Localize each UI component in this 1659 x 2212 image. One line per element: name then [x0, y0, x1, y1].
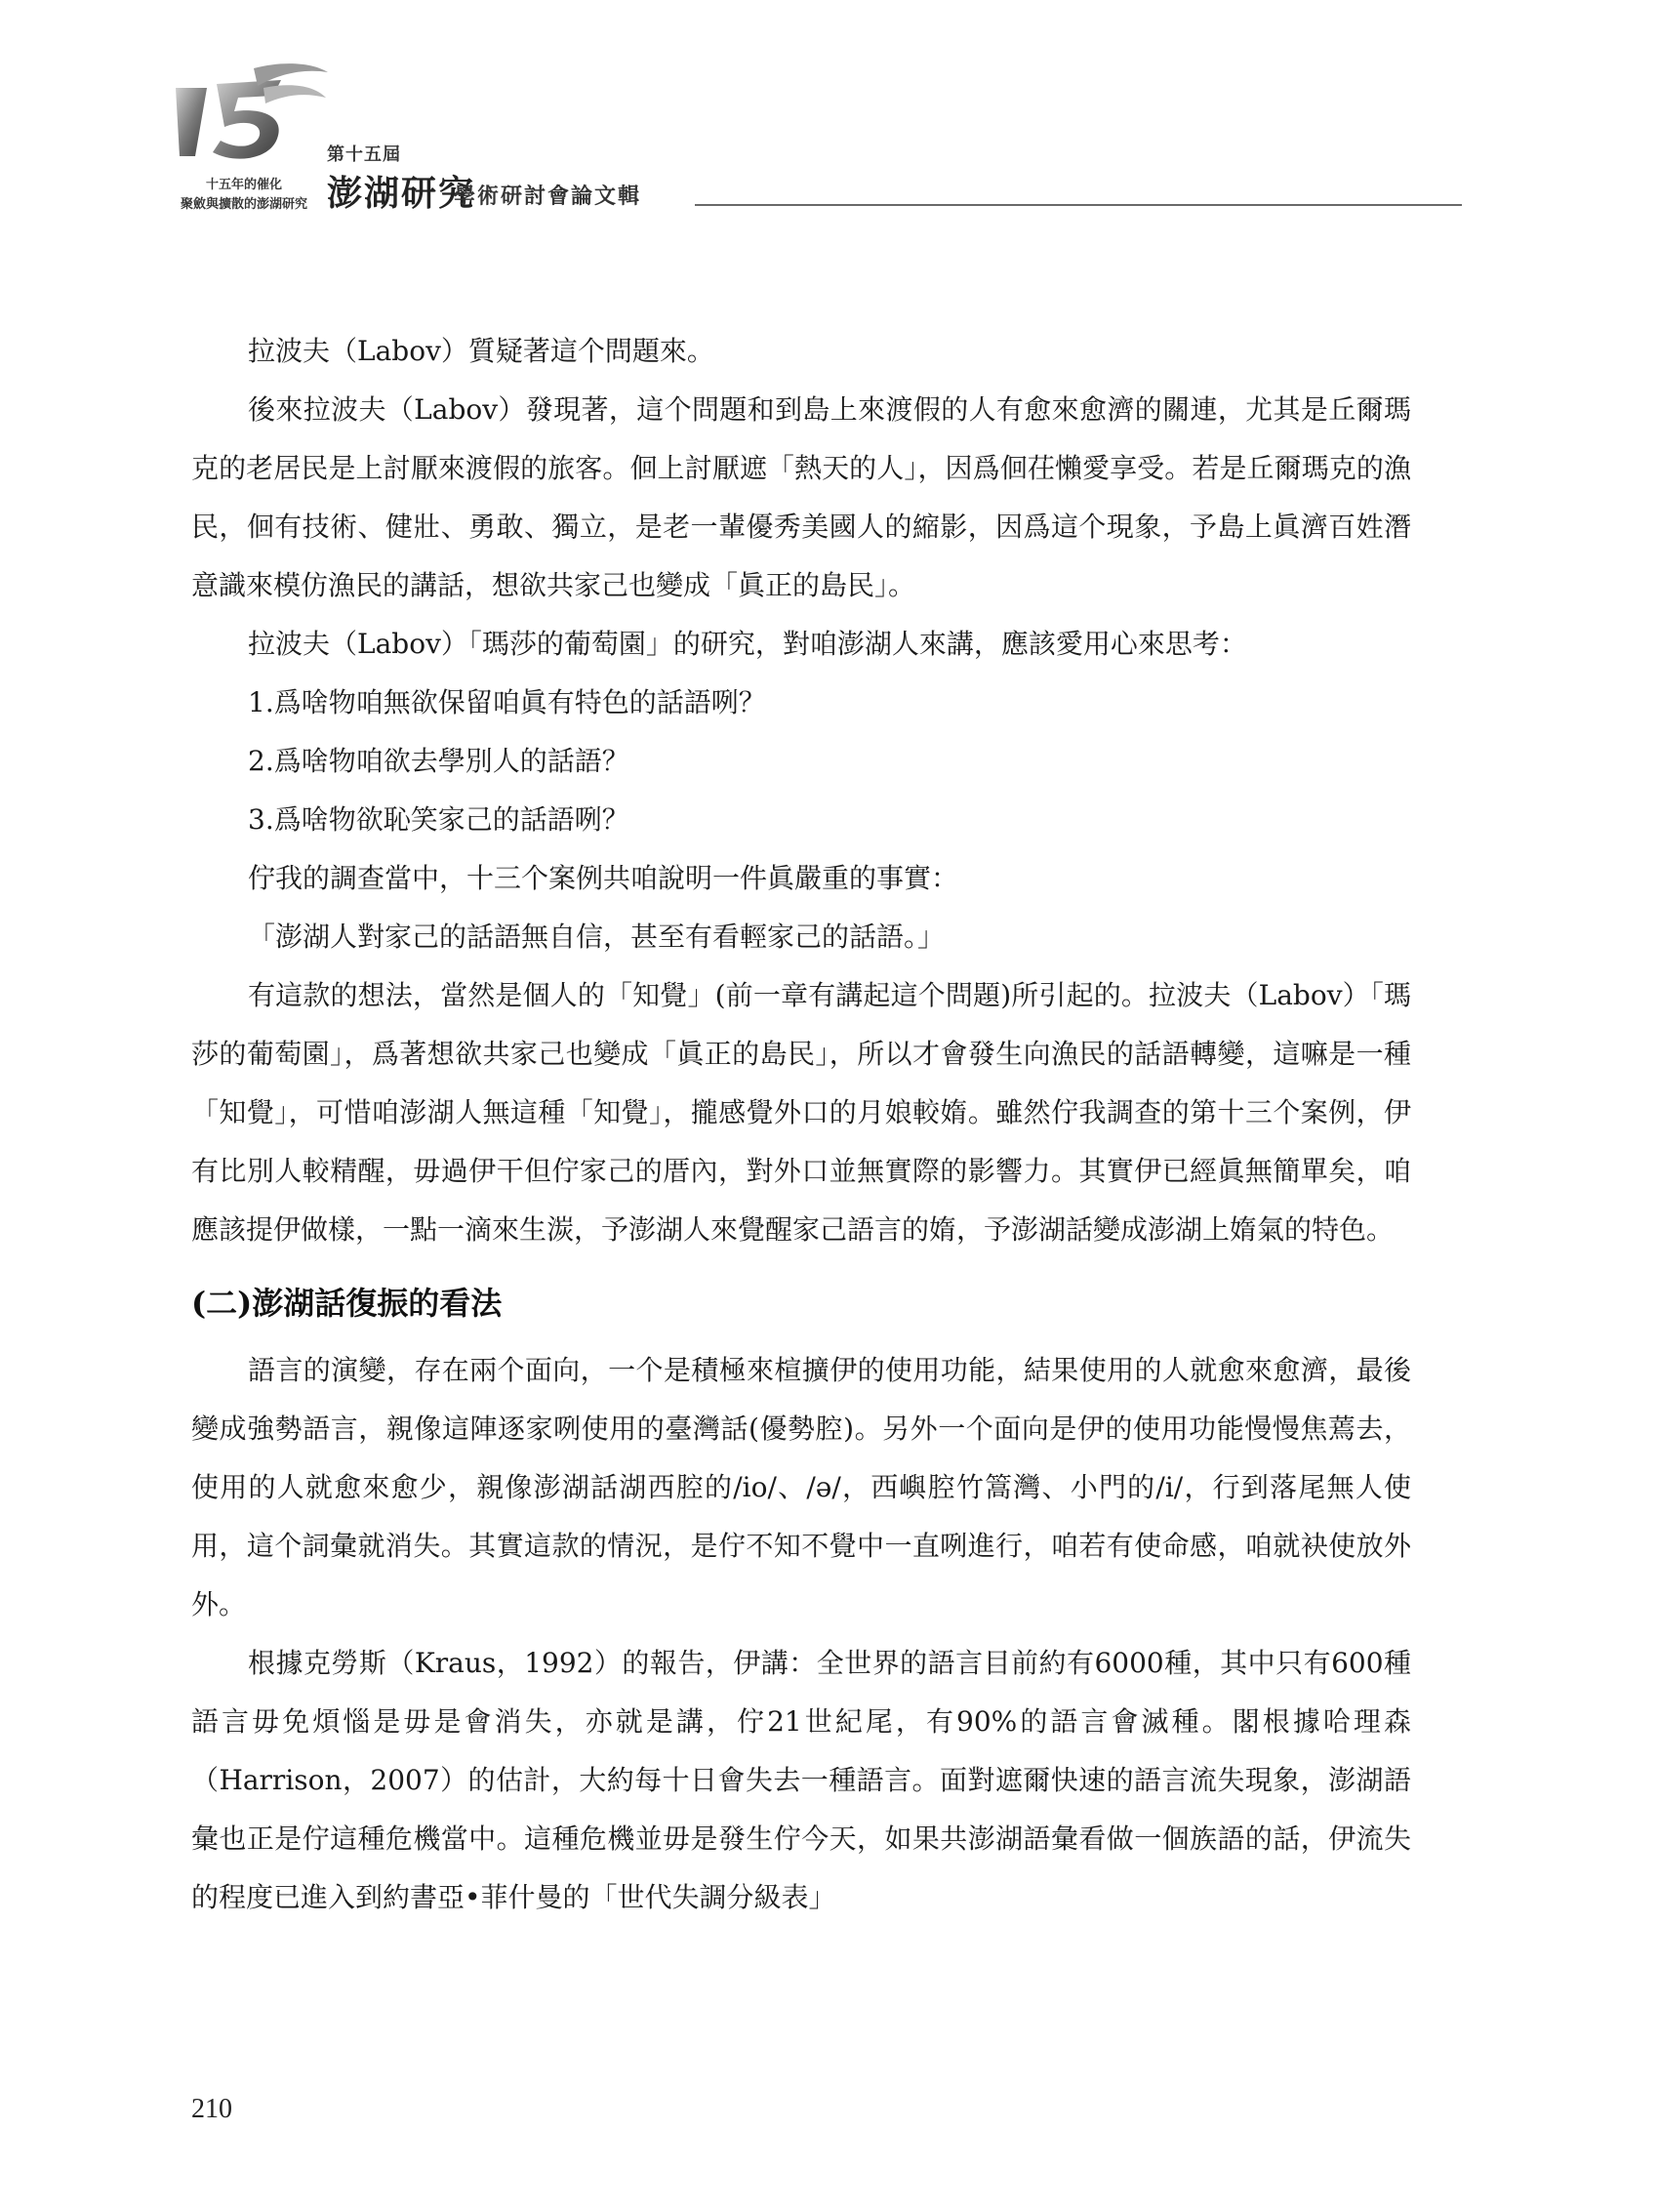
- paragraph: 根據克勞斯（Kraus，1992）的報告，伊講：全世界的語言目前約有6000種，其中只有600種語言毋免煩惱是毋是會消失，亦就是講，佇21世紀尾，有90%的語言會滅種。閣根據哈理森（Harrison，2007）的估計，大約每十日會失去一種語言。面對遮爾快速的語言流失現象，澎湖語彙也正是佇這種危機當中。這種危機並毋是發生佇今天，如果共澎湖語彙看做一個族語的話，伊流失的程度已進入到約書亞•菲什曼的「世代失調分級表」: [191, 1647, 1411, 1913]
- paragraph: 有這款的想法，當然是個人的「知覺」(前一章有講起這个問題)所引起的。拉波夫（Labov）「瑪莎的葡萄園」，爲著想欲共家己也變成「眞正的島民」，所以才會發生向漁民的話語轉變，這嘛是一種「知覺」，可惜咱澎湖人無這種「知覺」，攏感覺外口的月娘較媠。雖然佇我調查的第十三个案例，伊有比別人較精醒，毋過伊干但佇家己的厝內，對外口並無實際的影響力。其實伊已經眞無簡單矣，咱應該提伊做樣，一點一滴來生湠，予澎湖人來覺醒家己語言的媠，予澎湖話變成澎湖上媠氣的特色。: [191, 979, 1411, 1246]
- paragraph: 後來拉波夫（Labov）發現著，這个問題和到島上來渡假的人有愈來愈濟的關連，尤其是丘爾瑪克的老居民是上討厭來渡假的旅客。佪上討厭遮「熱天的人」，因爲佪茌懶愛享受。若是丘爾瑪克的漁民，佪有技術、健壯、勇敢、獨立，是老一輩優秀美國人的縮影，因爲這个現象，予島上眞濟百姓潛意識來模仿漁民的講話，想欲共家己也變成「眞正的島民」。: [191, 393, 1411, 601]
- page-header: [0, 0, 1659, 234]
- logo-15-icon: [156, 59, 332, 166]
- question-item: 3.爲啥物欲恥笑家己的話語咧？: [248, 803, 629, 836]
- question-item: 1.爲啥物咱無欲保留咱眞有特色的話語咧？: [248, 686, 766, 718]
- journal-subtitle: 學術研討會論文輯: [454, 184, 642, 209]
- header-divider: [695, 204, 1462, 206]
- logo-caption-line2: 聚斂與擴散的澎湖研究: [180, 197, 307, 212]
- conference-logo: [156, 59, 332, 215]
- section-heading: (二)澎湖話復振的看法: [191, 1285, 503, 1322]
- journal-title: 澎湖研究: [327, 174, 476, 214]
- page-number: 210: [191, 2094, 232, 2124]
- edition-label: 第十五屆: [327, 144, 401, 165]
- logo-caption-line1: 十五年的催化: [205, 178, 282, 192]
- question-item: 2.爲啥物咱欲去學別人的話語？: [248, 745, 629, 777]
- paragraph: 語言的演變，存在兩个面向，一个是積極來楦擴伊的使用功能，結果使用的人就愈來愈濟，最後變成強勢語言，親像這陣逐家咧使用的臺灣話(優勢腔)。另外一个面向是伊的使用功能慢慢焦蔫去，使用的人就愈來愈少，親像澎湖話湖西腔的/io/、/ə/，西嶼腔竹篙灣、小門的/i/，行到落尾無人使用，這个詞彙就消失。其實這款的情況，是佇不知不覺中一直咧進行，咱若有使命感，咱就袂使放外外。: [191, 1354, 1411, 1620]
- paragraph: 拉波夫（Labov）質疑著這个問題來。: [248, 335, 714, 367]
- article-body: [191, 322, 1411, 1927]
- quotation: 「澎湖人對家己的話語無自信，甚至有看輕家己的話語。」: [248, 921, 946, 953]
- paragraph: 佇我的調查當中，十三个案例共咱說明一件眞嚴重的事實：: [248, 862, 959, 894]
- paragraph: 拉波夫（Labov）「瑪莎的葡萄園」的研究，對咱澎湖人來講，應該愛用心來思考：: [248, 628, 1247, 660]
